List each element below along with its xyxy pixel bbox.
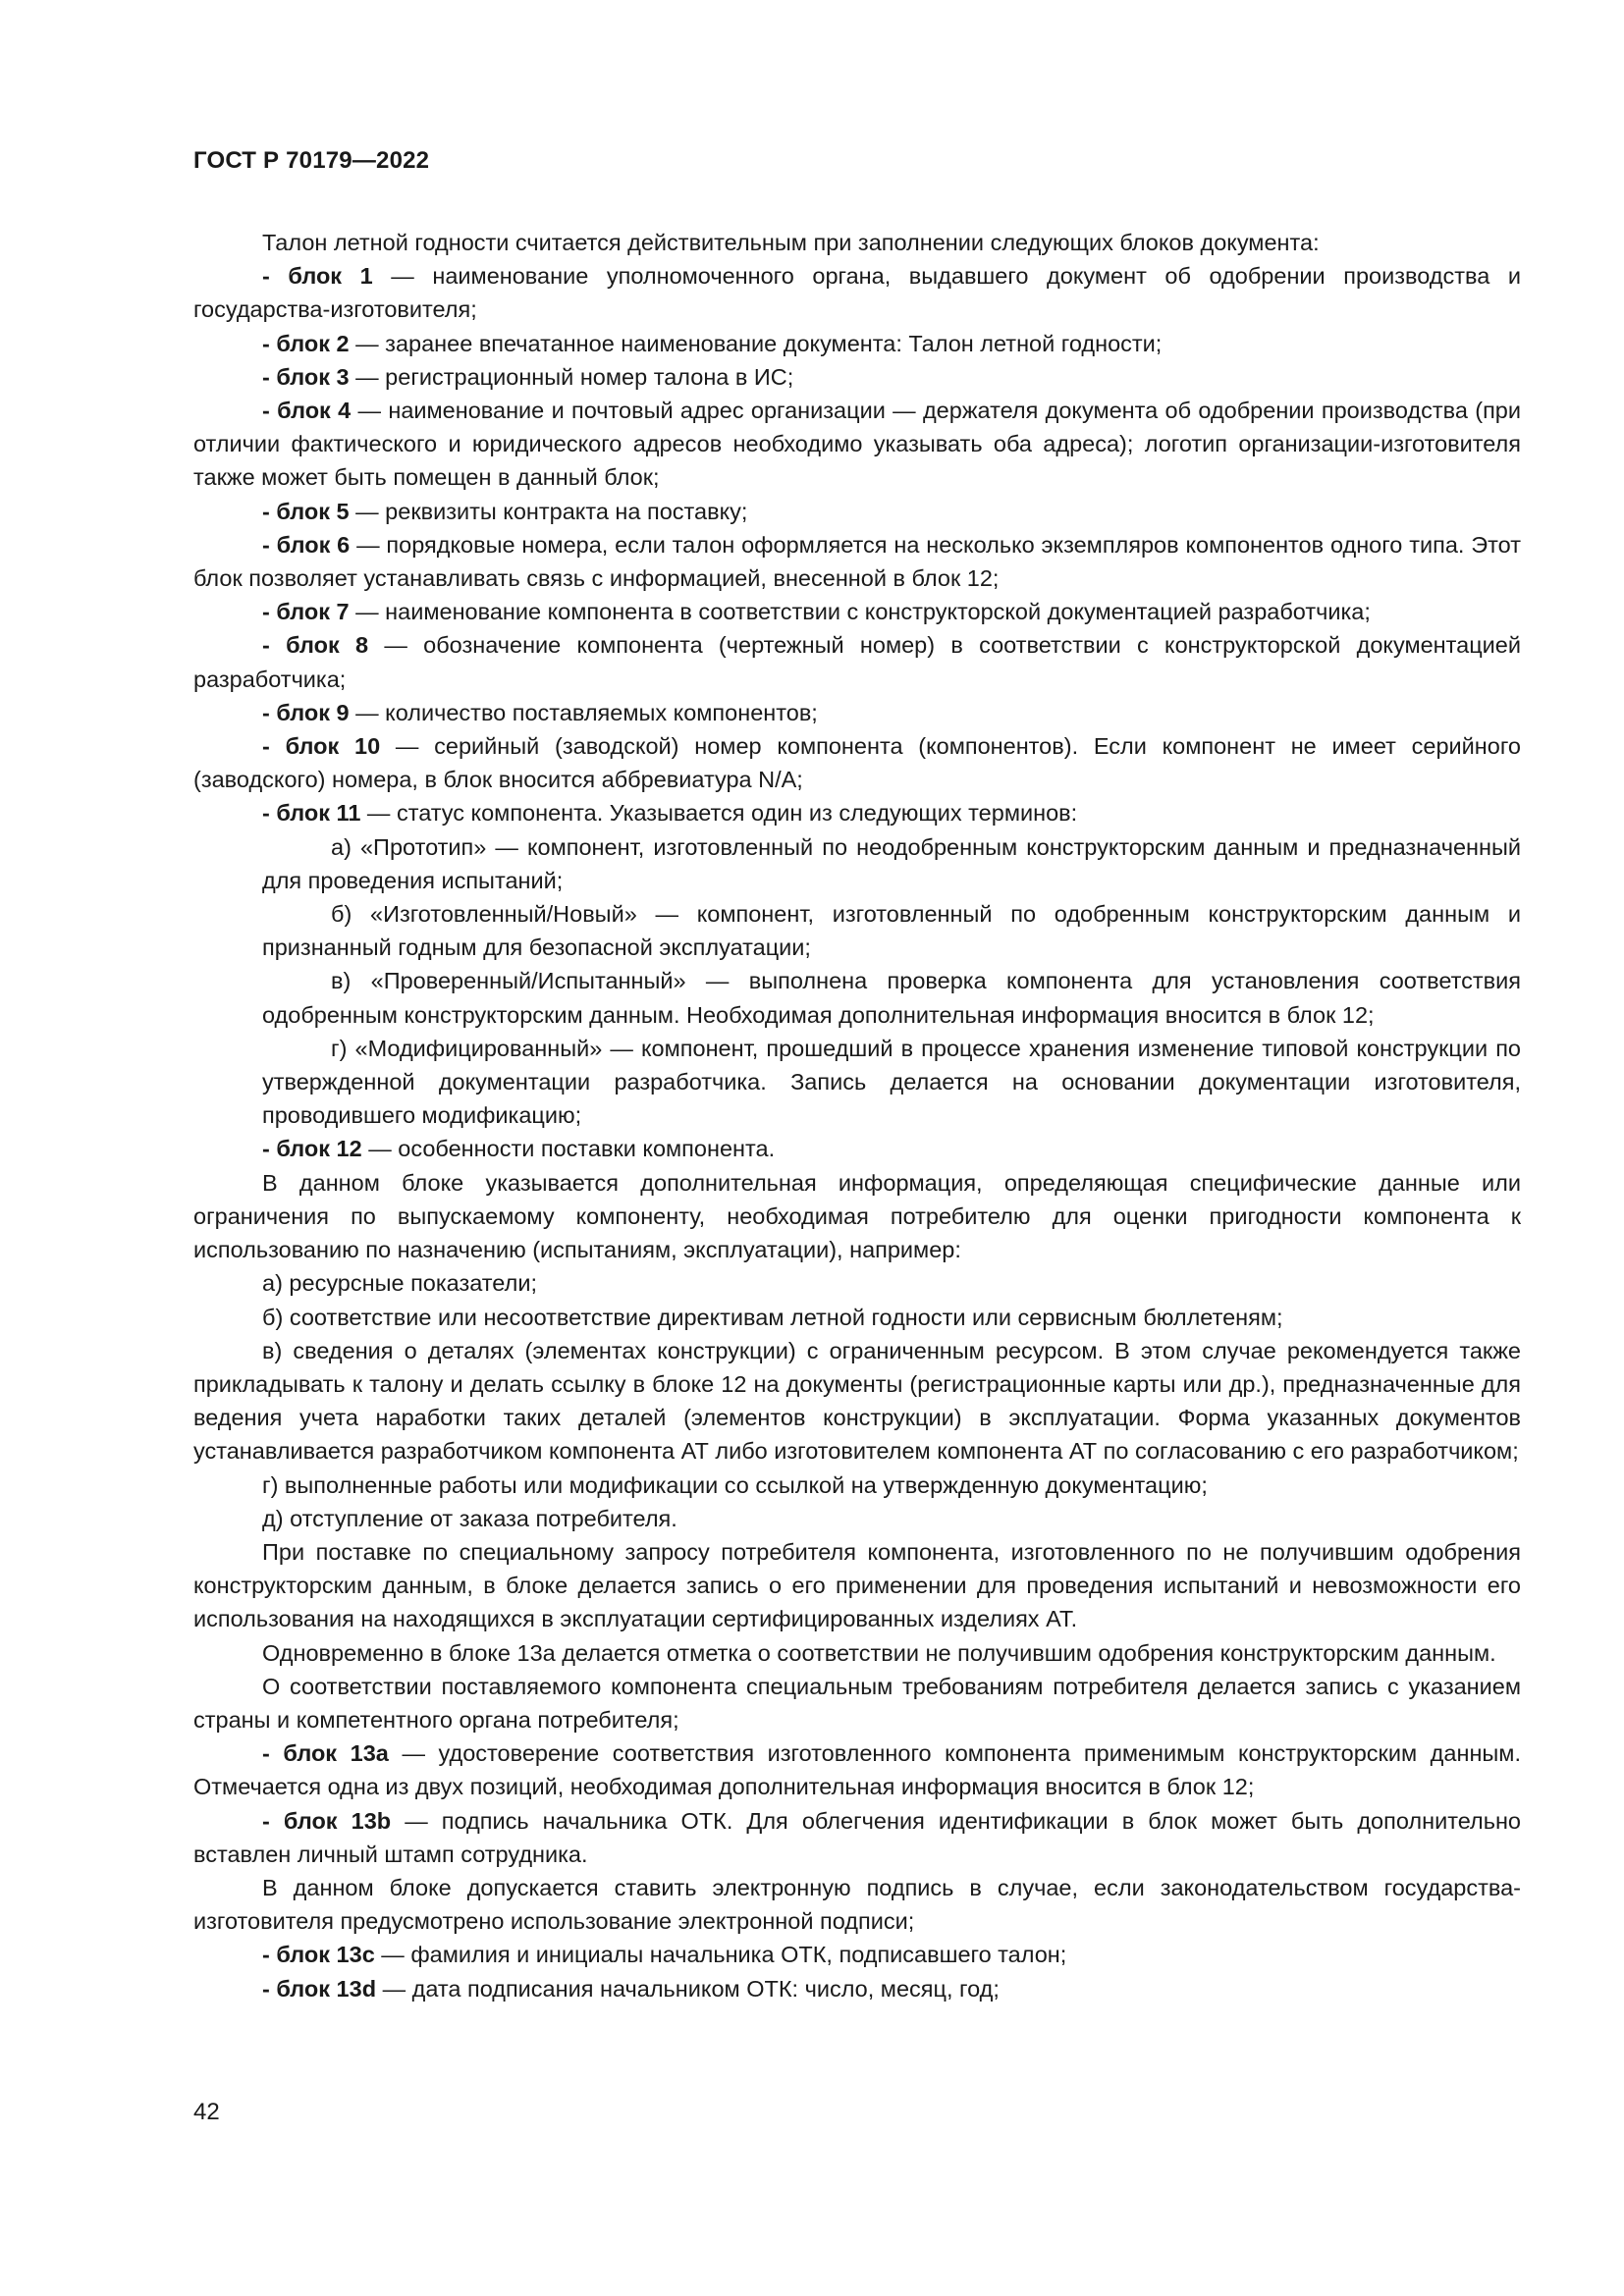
- body-paragraph: [193, 1636, 1521, 1670]
- body-paragraph: [193, 259, 1521, 326]
- body-paragraph: [193, 360, 1521, 394]
- paragraph-text: — наименование компонента в соответствии с конструкторской документацией разработчика;: [349, 599, 1371, 625]
- body-paragraph: [193, 1871, 1521, 1938]
- body-paragraph: [193, 796, 1521, 829]
- paragraph-text: б) «Изготовленный/Новый» — компонент, изготовленный по одобренным конструкторским данным и признанный годным для безопасной эксплуатации;: [262, 901, 1521, 961]
- sub-list-item: [262, 1032, 1521, 1133]
- paragraph-text: г) выполненные работы или модификации со ссылкой на утвержденную документацию;: [262, 1471, 1208, 1498]
- block-label: - блок 13b: [262, 1807, 392, 1834]
- paragraph-text: г) «Модифицированный» — компонент, прошедший в процессе хранения изменение типовой конструкции по утвержденной документации разработчика. Запись делается на основании документации изготовителя, проводившего модификацию;: [262, 1035, 1521, 1129]
- sub-list-item: [262, 897, 1521, 964]
- paragraph-text: — количество поставляемых компонентов;: [349, 699, 818, 725]
- body-paragraph: [193, 628, 1521, 695]
- body-paragraph: [193, 595, 1521, 628]
- paragraph-text: д) отступление от заказа потребителя.: [262, 1505, 677, 1531]
- paragraph-text: а) «Прототип» — компонент, изготовленный по неодобренным конструкторским данным и предназначенный для проведения испытаний;: [262, 833, 1521, 893]
- paragraph-text: в) «Проверенный/Испытанный» — выполнена проверка компонента для установления соответствия одобренным конструкторским данным. Необходимая дополнительная информация вносится в блок 12;: [262, 968, 1521, 1028]
- paragraph-text: — статус компонента. Указывается один из следующих терминов:: [360, 800, 1078, 827]
- block-label: - блок 5: [262, 498, 350, 524]
- body-paragraph: [193, 1804, 1521, 1871]
- body-paragraph: [193, 1502, 1521, 1535]
- body-paragraph: [193, 1670, 1521, 1736]
- block-label: - блок 12: [262, 1136, 362, 1162]
- body-paragraph: [193, 1535, 1521, 1636]
- paragraph-text: В данном блоке допускается ставить электронную подпись в случае, если законодательством государства-изготовителя предусмотрено использование электронной подписи;: [193, 1874, 1521, 1935]
- body-paragraph: [193, 1972, 1521, 2005]
- body-paragraph: [193, 1938, 1521, 1971]
- paragraph-text: — особенности поставки компонента.: [361, 1136, 776, 1162]
- paragraph-text: — заранее впечатанное наименование документа: Талон летной годности;: [349, 330, 1163, 356]
- paragraph-text: — обозначение компонента (чертежный номер) в соответствии с конструкторской документацией разработчика;: [193, 632, 1521, 692]
- body-paragraph: [193, 1266, 1521, 1300]
- paragraph-text: — серийный (заводской) номер компонента (компонентов). Если компонент не имеет серийного (заводского) номера, в блок вносится аббревиатура N/A;: [193, 733, 1521, 793]
- body-paragraph: [193, 1301, 1521, 1334]
- body-paragraph: [193, 1334, 1521, 1468]
- paragraph-text: В данном блоке указывается дополнительная информация, определяющая специфические данные или ограничения по выпускаемому компоненту, необходимая потребителю для оценки пригодности компонента к использованию по назначению (испытаниям, эксплуатации), например:: [193, 1169, 1521, 1263]
- body-paragraph: [193, 1132, 1521, 1165]
- sub-list-item: [262, 964, 1521, 1031]
- paragraph-text: Одновременно в блоке 13а делается отметка о соответствии не получившим одобрения конструкторским данным.: [262, 1639, 1496, 1666]
- paragraph-text: — фамилия и инициалы начальника ОТК, подписавшего талон;: [374, 1942, 1067, 1968]
- body-paragraph: [193, 226, 1521, 259]
- paragraph-text: — регистрационный номер талона в ИС;: [349, 363, 794, 390]
- block-label: - блок 6: [262, 531, 351, 558]
- body-paragraph: [193, 696, 1521, 729]
- body-paragraph: [193, 394, 1521, 495]
- block-label: - блок 13с: [262, 1942, 375, 1968]
- paragraph-text: б) соответствие или несоответствие директивам летной годности или сервисным бюллетеням;: [262, 1304, 1283, 1330]
- paragraph-text: — реквизиты контракта на поставку;: [349, 498, 748, 524]
- paragraph-text: — наименование и почтовый адрес организации — держателя документа об одобрении производства (при отличии фактического и юридического адресов необходимо указывать оба адреса); логотип организации-изготовителя также может быть помещен в данный блок;: [193, 398, 1521, 491]
- body-paragraph: [193, 327, 1521, 360]
- paragraph-text: — наименование уполномоченного органа, выдавшего документ об одобрении производства и государства-изготовителя;: [193, 263, 1521, 323]
- paragraph-text: Талон летной годности считается действительным при заполнении следующих блоков документа:: [262, 230, 1320, 255]
- paragraph-text: При поставке по специальному запросу потребителя компонента, изготовленного по не получившим одобрения конструкторским данным, в блоке делается запись о его применении для проведения испытаний и невозможности его использования на находящихся в эксплуатации сертифицированных изделиях АТ.: [193, 1538, 1521, 1632]
- paragraph-text: а) ресурсные показатели;: [262, 1270, 537, 1297]
- document-body: [193, 226, 1521, 2005]
- paragraph-text: О соответствии поставляемого компонента специальным требованиям потребителя делается запись с указанием страны и компетентного органа потребителя;: [193, 1673, 1521, 1733]
- block-label: - блок 2: [262, 330, 350, 356]
- block-label: - блок 3: [262, 363, 350, 390]
- body-paragraph: [193, 1468, 1521, 1502]
- body-paragraph: [193, 528, 1521, 595]
- paragraph-text: — подпись начальника ОТК. Для облегчения идентификации в блок может быть дополнительно вставлен личный штамп сотрудника.: [193, 1807, 1521, 1867]
- block-label: - блок 13а: [262, 1740, 389, 1767]
- block-label: - блок 1: [262, 263, 373, 290]
- block-label: - блок 8: [262, 632, 369, 659]
- paragraph-text: — порядковые номера, если талон оформляется на несколько экземпляров компонентов одного типа. Этот блок позволяет устанавливать связь с информацией, внесенной в блок 12;: [193, 531, 1521, 592]
- page-number: 42: [193, 2099, 220, 2125]
- paragraph-text: в) сведения о деталях (элементах конструкции) с ограниченным ресурсом. В этом случае рекомендуется также прикладывать к талону и делать ссылку в блоке 12 на документы (регистрационные карты или др.), предназначенные для ведения учета наработки таких деталей (элементов конструкции) в эксплуатации. Форма указанных документов устанавливается разработчиком компонента АТ либо изготовителем компонента АТ по согласованию с его разработчиком;: [193, 1337, 1521, 1465]
- body-paragraph: [193, 729, 1521, 796]
- block-label: - блок 10: [262, 733, 381, 760]
- block-label: - блок 11: [262, 800, 361, 827]
- sub-list-item: [262, 830, 1521, 897]
- block-label: - блок 4: [262, 398, 352, 424]
- paragraph-text: — удостоверение соответствия изготовленного компонента применимым конструкторским данным. Отмечается одна из двух позиций, необходимая дополнительная информация вносится в блок 12;: [193, 1740, 1521, 1800]
- paragraph-text: — дата подписания начальником ОТК: число, месяц, год;: [376, 1975, 1000, 2002]
- body-paragraph: [193, 495, 1521, 528]
- block-label: - блок 13d: [262, 1975, 377, 2002]
- body-paragraph: [193, 1166, 1521, 1267]
- document-header: ГОСТ Р 70179—2022: [193, 147, 430, 174]
- block-label: - блок 7: [262, 599, 350, 625]
- block-label: - блок 9: [262, 699, 350, 725]
- body-paragraph: [193, 1736, 1521, 1803]
